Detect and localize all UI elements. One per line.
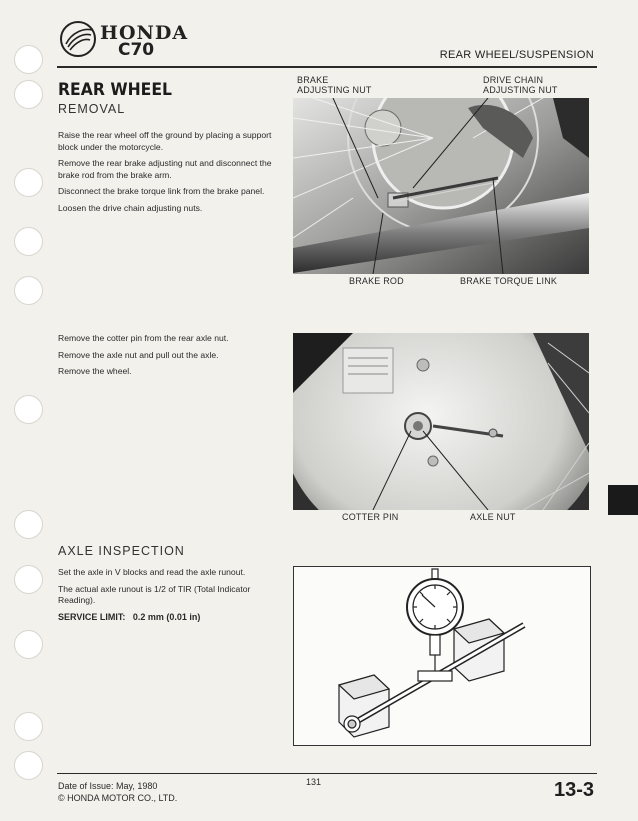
axle-inspection-heading: AXLE INSPECTION (58, 544, 185, 558)
inspection-step: Set the axle in V blocks and read the axle runout. (58, 567, 246, 577)
brake-assembly-photo (293, 98, 589, 274)
service-limit-label: SERVICE LIMIT: (58, 611, 126, 622)
footer-info (58, 780, 177, 804)
label-brake-torque-link: BRAKE TORQUE LINK (460, 276, 558, 286)
service-limit (58, 612, 280, 624)
service-limit-value: 0.2 mm (0.01 in) (132, 611, 201, 622)
sheet-number: 131 (306, 777, 322, 787)
binder-hole (14, 630, 43, 659)
label-drive-chain-adjusting-nut: DRIVE CHAIN ADJUSTING NUT (483, 75, 558, 95)
removal-step: Raise the rear wheel off the ground by placing a support block under the motorcycle. (58, 130, 272, 152)
binder-hole (14, 168, 43, 197)
honda-wing-logo-icon (58, 20, 98, 58)
removal-step: Remove the cotter pin from the rear axle nut. (58, 333, 229, 343)
removal-steps-continued (58, 333, 280, 383)
removal-steps (58, 130, 280, 219)
dial-indicator-illustration (294, 567, 590, 745)
removal-step: Remove the rear brake adjusting nut and disconnect the brake rod from the brake arm. (58, 158, 272, 180)
brake-assembly-illustration (293, 98, 589, 274)
axle-nut-illustration (293, 333, 589, 510)
binder-hole (14, 227, 43, 256)
date-of-issue: Date of Issue: May, 1980 (58, 781, 158, 791)
removal-heading: REMOVAL (58, 102, 126, 116)
removal-step: Remove the axle nut and pull out the axle. (58, 349, 219, 360)
inspection-step: The actual axle runout is 1/2 of TIR (Total Indicator Reading). (58, 583, 251, 605)
label-cotter-pin: COTTER PIN (342, 512, 399, 522)
binder-hole (14, 510, 43, 539)
section-title: REAR WHEEL/SUSPENSION (439, 49, 594, 61)
label-brake-rod: BRAKE ROD (349, 276, 404, 286)
removal-step: Loosen the drive chain adjusting nuts. (58, 202, 203, 213)
binder-hole (14, 45, 43, 74)
binder-hole (14, 276, 43, 305)
page-number: 13-3 (553, 779, 594, 801)
binder-hole (14, 565, 43, 594)
removal-step: Disconnect the brake torque link from the brake panel. (58, 186, 265, 196)
removal-step: Remove the wheel. (58, 366, 132, 376)
header-rule (57, 66, 597, 68)
brand-name: HONDA (100, 22, 189, 44)
binder-hole (14, 712, 43, 741)
page-title: REAR WHEEL (58, 80, 172, 100)
label-axle-nut: AXLE NUT (470, 512, 516, 522)
section-tab-marker (608, 485, 638, 515)
label-brake-adjusting-nut: BRAKE ADJUSTING NUT (297, 75, 372, 95)
model-name: C70 (118, 40, 155, 60)
axle-inspection-steps (58, 567, 280, 628)
copyright: © HONDA MOTOR CO., LTD. (58, 793, 178, 803)
footer-rule (57, 773, 597, 774)
dial-indicator-diagram (293, 566, 591, 746)
binder-hole (14, 395, 43, 424)
binder-hole (14, 751, 43, 780)
axle-nut-photo (293, 333, 589, 510)
binder-hole (14, 80, 43, 109)
